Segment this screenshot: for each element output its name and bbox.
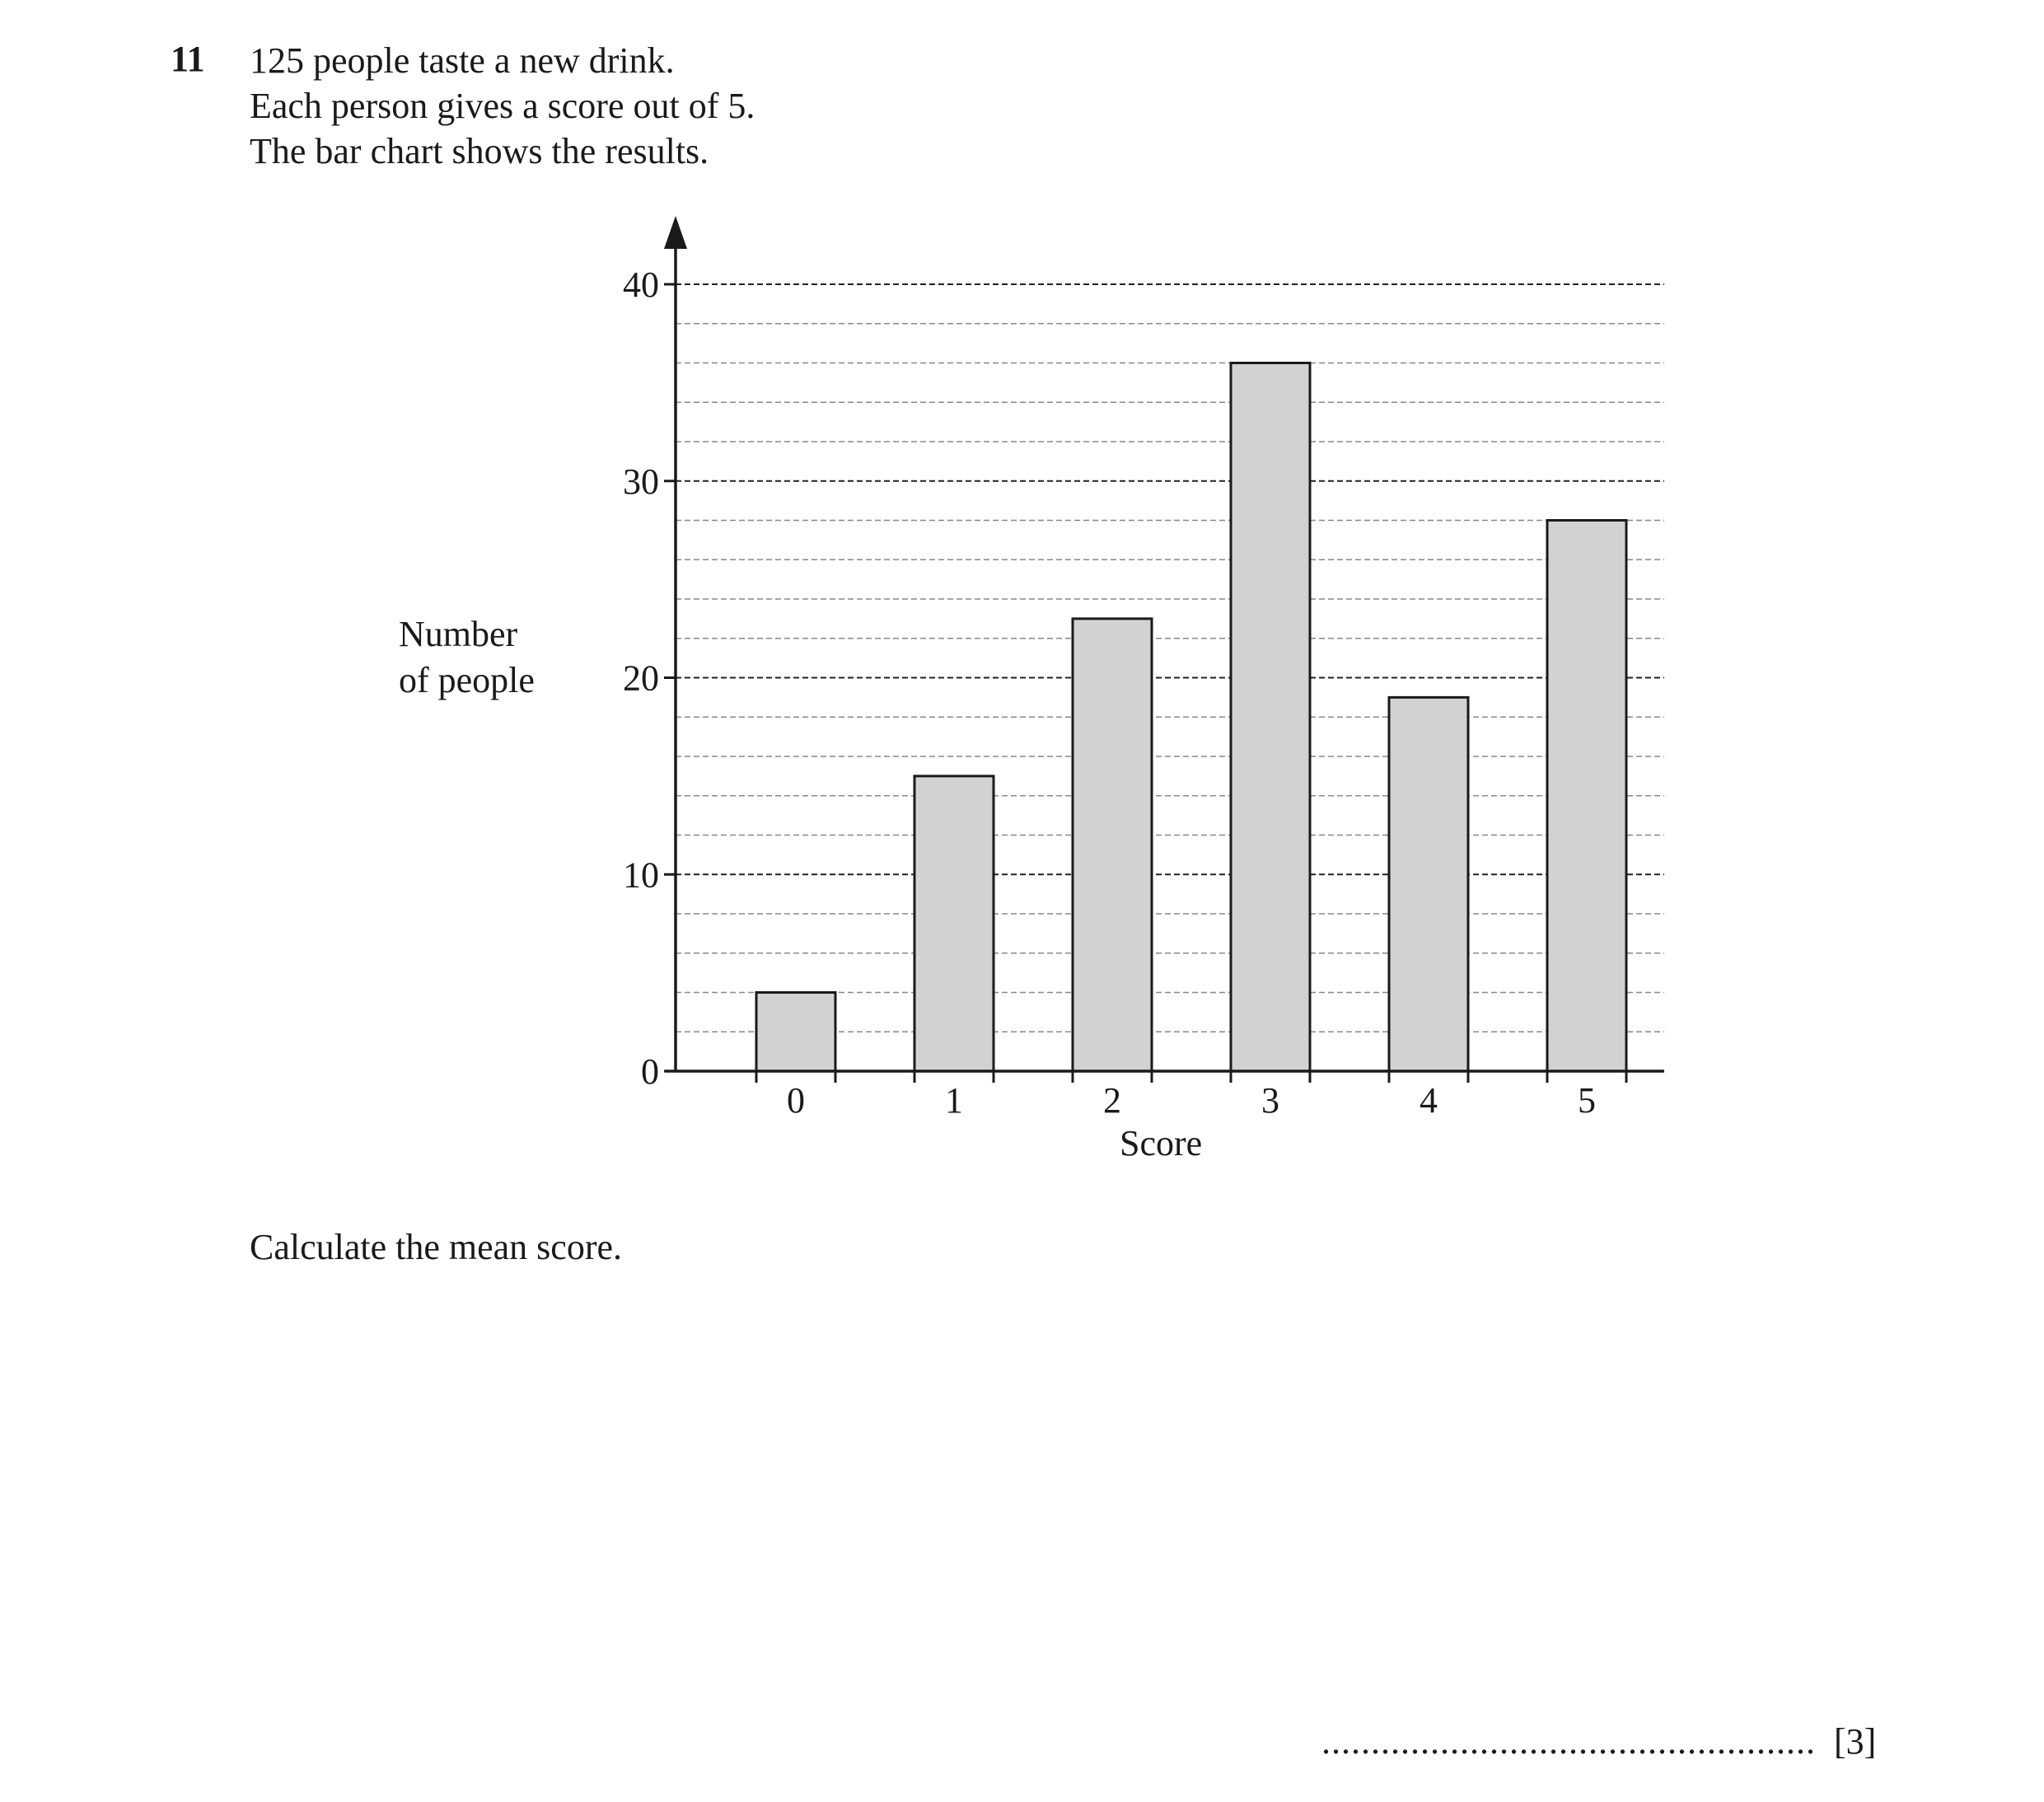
answer-line[interactable]: .................................................. <box>1321 1721 1816 1762</box>
intro-line-1: 125 people taste a new drink. <box>250 40 675 81</box>
y-tick-label: 10 <box>623 854 659 896</box>
intro-line-2: Each person gives a score out of 5. <box>250 86 755 126</box>
bar-score-3 <box>1231 363 1310 1072</box>
intro-line-3: The bar chart shows the results. <box>250 131 709 171</box>
y-axis-arrow <box>664 216 687 249</box>
y-axis-label-line-2: of people <box>399 660 535 700</box>
y-tick-label: 0 <box>641 1051 659 1092</box>
bar-score-5 <box>1547 521 1626 1072</box>
x-tick-label-0: 0 <box>787 1080 805 1121</box>
chart-grid <box>676 284 1664 1032</box>
bar-score-2 <box>1073 619 1152 1071</box>
question-number: 11 <box>171 39 205 79</box>
marks-label: [3] <box>1834 1721 1877 1762</box>
x-axis-label: Score <box>1120 1123 1203 1163</box>
x-tick-label-1: 1 <box>945 1080 963 1121</box>
y-tick-label: 30 <box>623 461 659 502</box>
y-tick-label: 40 <box>623 264 659 305</box>
bar-score-4 <box>1389 697 1468 1071</box>
question-prompt: Calculate the mean score. <box>250 1227 623 1267</box>
x-tick-label-2: 2 <box>1103 1080 1121 1121</box>
y-axis-label-line-1: Number <box>399 614 518 654</box>
y-axis-label <box>399 611 535 704</box>
y-tick-label: 20 <box>623 658 659 699</box>
bar-score-1 <box>914 776 994 1071</box>
x-tick-label-3: 3 <box>1261 1080 1279 1121</box>
x-tick-label-4: 4 <box>1420 1080 1438 1121</box>
x-tick-label-5: 5 <box>1578 1080 1596 1121</box>
bar-score-0 <box>756 993 835 1072</box>
